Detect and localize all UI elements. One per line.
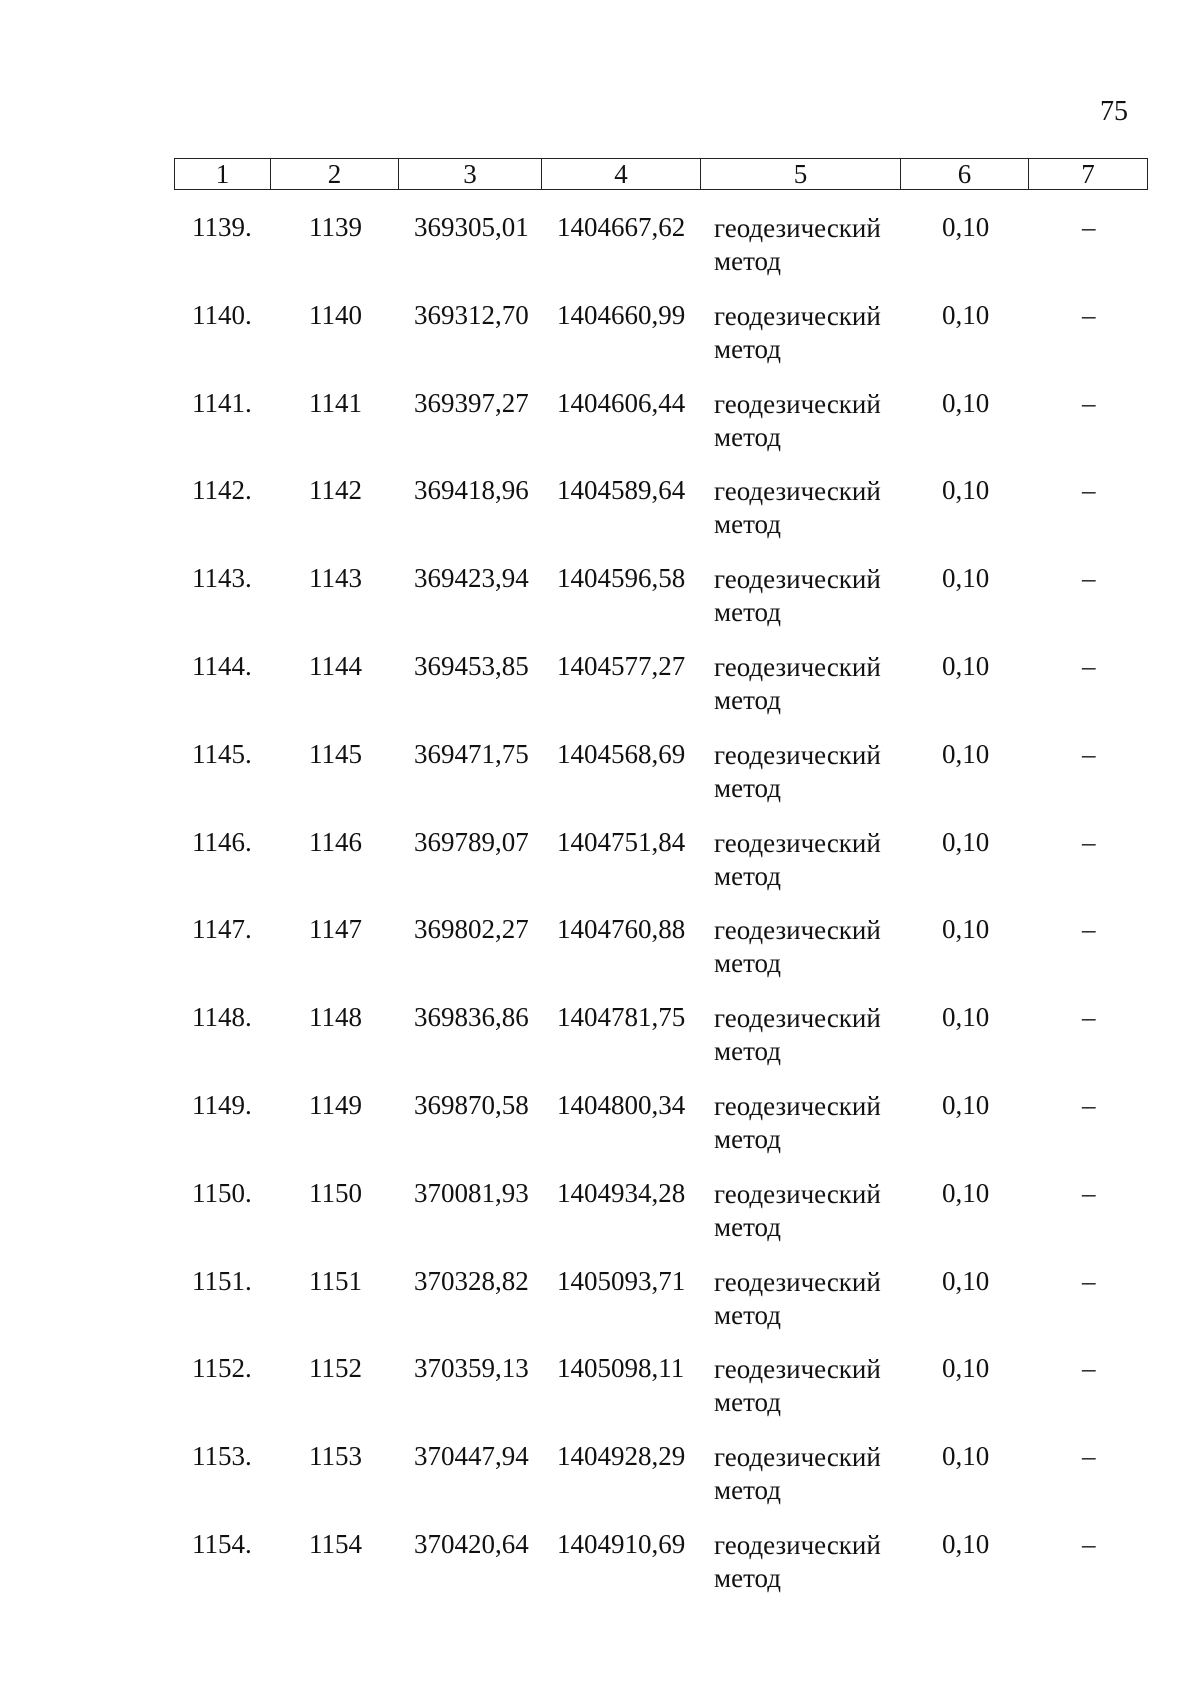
header-cell-1: 1 [175, 159, 271, 190]
row-number: 1151. [192, 1265, 252, 1296]
coordinate-y: 1404596,58 [557, 563, 686, 594]
coordinate-y: 1405093,71 [557, 1265, 686, 1296]
accuracy-value: 0,10 [942, 1265, 990, 1296]
note-dash: – [1082, 1089, 1096, 1120]
method-text: метод [714, 1211, 781, 1242]
method-text: метод [714, 860, 781, 891]
row-number: 1148. [192, 1002, 252, 1033]
column-number-header [174, 158, 1148, 190]
row-number: 1147. [192, 914, 252, 945]
accuracy-value: 0,10 [942, 475, 990, 506]
header-cell-2: 2 [271, 159, 399, 190]
row-number: 1153. [192, 1441, 252, 1472]
method-text: геодезический [714, 915, 881, 946]
row-number: 1145. [192, 738, 252, 769]
coordinate-y: 1404606,44 [557, 387, 686, 418]
method-text: метод [714, 1036, 781, 1067]
method-text: геодезический [714, 1266, 881, 1297]
row-number: 1142. [192, 475, 252, 506]
table-row [174, 908, 1147, 996]
accuracy-value: 0,10 [942, 1353, 990, 1384]
note-dash: – [1082, 650, 1096, 681]
coordinate-x: 369305,01 [414, 212, 529, 242]
note-dash: – [1082, 387, 1096, 418]
coordinate-y: 1404800,34 [557, 1089, 686, 1120]
coordinate-y: 1404577,27 [557, 650, 686, 681]
accuracy-value: 0,10 [942, 1177, 990, 1208]
row-number: 1143. [192, 563, 252, 594]
coordinate-x: 369789,07 [414, 826, 529, 857]
table-row [174, 733, 1147, 821]
table-row [174, 1084, 1147, 1172]
accuracy-value: 0,10 [942, 1002, 990, 1033]
method-cell [714, 388, 881, 454]
coordinate-y: 1404760,88 [557, 914, 686, 945]
coordinate-x: 370447,94 [414, 1441, 529, 1472]
note-dash: – [1082, 826, 1096, 857]
method-text: геодезический [714, 476, 881, 507]
method-cell [714, 651, 881, 717]
method-text: метод [714, 772, 781, 803]
accuracy-value: 0,10 [942, 738, 990, 769]
accuracy-value: 0,10 [942, 1441, 990, 1472]
header-cell-6: 6 [901, 159, 1029, 190]
method-text: геодезический [714, 1529, 881, 1560]
note-dash: – [1082, 475, 1096, 506]
method-text: геодезический [714, 1003, 881, 1034]
method-text: метод [714, 1387, 781, 1418]
accuracy-value: 0,10 [942, 299, 990, 330]
table-row [174, 1347, 1147, 1435]
point-number: 1142 [309, 475, 362, 506]
row-number: 1149. [192, 1089, 252, 1120]
table-row [174, 1523, 1147, 1611]
method-text: метод [714, 684, 781, 715]
row-number: 1139. [192, 212, 252, 242]
method-text: геодезический [714, 1354, 881, 1385]
point-number: 1147 [309, 914, 362, 945]
method-cell [714, 212, 881, 278]
table-row [174, 996, 1147, 1084]
row-number: 1150. [192, 1177, 252, 1208]
method-text: метод [714, 1123, 781, 1154]
table-row [174, 821, 1147, 909]
method-text: геодезический [714, 739, 881, 770]
table-row [174, 645, 1147, 733]
header-cell-5: 5 [701, 159, 901, 190]
coordinate-y: 1404751,84 [557, 826, 686, 857]
point-number: 1154 [309, 1528, 362, 1559]
method-cell [714, 300, 881, 366]
point-number: 1139 [309, 212, 362, 242]
point-number: 1140 [309, 299, 362, 330]
header-cell-3: 3 [399, 159, 542, 190]
coordinate-y: 1405098,11 [557, 1353, 685, 1384]
point-number: 1145 [309, 738, 362, 769]
point-number: 1153 [309, 1441, 362, 1472]
accuracy-value: 0,10 [942, 563, 990, 594]
coordinate-x: 369423,94 [414, 563, 529, 594]
coordinate-x: 369802,27 [414, 914, 529, 945]
coordinate-y: 1404589,64 [557, 475, 686, 506]
header-cell-4: 4 [542, 159, 701, 190]
coordinate-x: 370359,13 [414, 1353, 529, 1384]
method-text: геодезический [714, 1090, 881, 1121]
table-row [174, 1435, 1147, 1523]
point-number: 1149 [309, 1089, 362, 1120]
coordinate-y: 1404910,69 [557, 1528, 686, 1559]
method-text: метод [714, 246, 781, 276]
accuracy-value: 0,10 [942, 650, 990, 681]
method-cell [714, 1090, 881, 1156]
note-dash: – [1082, 1177, 1096, 1208]
row-number: 1146. [192, 826, 252, 857]
method-text: метод [714, 333, 781, 364]
method-cell [714, 563, 881, 629]
coordinate-x: 370081,93 [414, 1177, 529, 1208]
row-number: 1144. [192, 650, 252, 681]
accuracy-value: 0,10 [942, 387, 990, 418]
note-dash: – [1082, 1353, 1096, 1384]
method-text: геодезический [714, 1178, 881, 1209]
accuracy-value: 0,10 [942, 914, 990, 945]
method-text: метод [714, 1475, 781, 1506]
coordinate-x: 369870,58 [414, 1089, 529, 1120]
method-cell [714, 1178, 881, 1244]
accuracy-value: 0,10 [942, 826, 990, 857]
table-row [174, 469, 1147, 557]
note-dash: – [1082, 563, 1096, 594]
point-number: 1150 [309, 1177, 362, 1208]
note-dash: – [1082, 738, 1096, 769]
table-row [174, 206, 1147, 294]
method-text: метод [714, 421, 781, 452]
method-cell [714, 1353, 881, 1419]
coordinates-table-body [174, 206, 1147, 1611]
coordinate-x: 369836,86 [414, 1002, 529, 1033]
coordinate-y: 1404781,75 [557, 1002, 686, 1033]
note-dash: – [1082, 914, 1096, 945]
coordinate-x: 369471,75 [414, 738, 529, 769]
coordinate-y: 1404934,28 [557, 1177, 686, 1208]
method-cell [714, 1441, 881, 1507]
accuracy-value: 0,10 [942, 1528, 990, 1559]
method-text: метод [714, 1299, 781, 1330]
method-text: метод [714, 948, 781, 979]
coordinate-x: 369418,96 [414, 475, 529, 506]
method-cell [714, 1529, 881, 1595]
method-text: геодезический [714, 651, 881, 682]
note-dash: – [1082, 212, 1096, 242]
method-text: метод [714, 509, 781, 540]
accuracy-value: 0,10 [942, 1089, 990, 1120]
coordinate-y: 1404568,69 [557, 738, 686, 769]
method-text: геодезический [714, 1442, 881, 1473]
coordinate-y: 1404928,29 [557, 1441, 686, 1472]
method-cell [714, 739, 881, 805]
method-cell [714, 475, 881, 541]
coordinate-y: 1404667,62 [557, 212, 686, 242]
point-number: 1141 [309, 387, 362, 418]
method-text: геодезический [714, 213, 881, 243]
method-text: метод [714, 597, 781, 628]
table-row [174, 1260, 1147, 1348]
method-text: геодезический [714, 827, 881, 858]
table-row [174, 557, 1147, 645]
page-number: 75 [1100, 96, 1128, 127]
note-dash: – [1082, 1528, 1096, 1559]
method-cell [714, 1002, 881, 1068]
note-dash: – [1082, 1441, 1096, 1472]
coordinate-x: 370420,64 [414, 1528, 529, 1559]
coordinate-x: 370328,82 [414, 1265, 529, 1296]
note-dash: – [1082, 1002, 1096, 1033]
point-number: 1152 [309, 1353, 362, 1384]
note-dash: – [1082, 299, 1096, 330]
point-number: 1144 [309, 650, 362, 681]
point-number: 1146 [309, 826, 362, 857]
accuracy-value: 0,10 [942, 212, 990, 242]
point-number: 1143 [309, 563, 362, 594]
point-number: 1148 [309, 1002, 362, 1033]
row-number: 1140. [192, 299, 252, 330]
row-number: 1154. [192, 1528, 252, 1559]
table-row [174, 1172, 1147, 1260]
method-cell [714, 827, 881, 893]
method-text: геодезический [714, 388, 881, 419]
note-dash: – [1082, 1265, 1096, 1296]
header-cell-7: 7 [1029, 159, 1148, 190]
method-text: метод [714, 1562, 781, 1593]
row-number: 1152. [192, 1353, 252, 1384]
method-cell [714, 914, 881, 980]
coordinate-y: 1404660,99 [557, 299, 686, 330]
method-text: геодезический [714, 300, 881, 331]
point-number: 1151 [309, 1265, 362, 1296]
row-number: 1141. [192, 387, 252, 418]
coordinate-x: 369312,70 [414, 299, 529, 330]
coordinate-x: 369397,27 [414, 387, 529, 418]
header-row [175, 159, 1148, 190]
table-row [174, 382, 1147, 470]
method-cell [714, 1266, 881, 1332]
coordinate-x: 369453,85 [414, 650, 529, 681]
table-row [174, 294, 1147, 382]
method-text: геодезический [714, 564, 881, 595]
